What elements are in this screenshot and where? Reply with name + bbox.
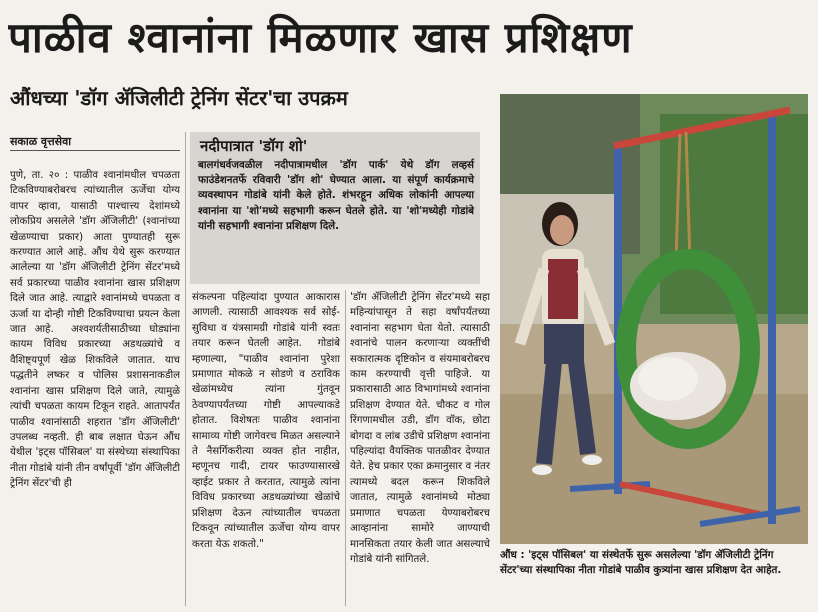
- column-separator: [185, 132, 186, 606]
- article-column-3: 'डॉग ॲजिलीटी ट्रेनिंग सेंटर'मध्ये सहा महिन्यांपासून ते सहा वर्षांपर्यंतच्या श्वानांना सहभाग घेता येतो. त्यासाठी श्वानांचे पालन करणाऱ्या व्यक्तींची सकारात्मक दृष्टिकोन व संयमाबरोबरच काम करण्याची वृत्ती पाहिजे. या प्रकारासाठी आठ विभागांमध्ये श्वानांना प्रशिक्षण देण्यात येते. चौकट व गोल रिंगणामधील उडी, डॉग वॉक, छोटा बोगदा व लांब उडीचे प्रशिक्षण श्वानांना पहिल्यांदा वैयक्तिक पातळीवर देण्यात येते. हेच प्रकार एका क्रमानुसार व नंतर त्यामध्ये बदल करून शिकविले जातात, त्यामुळे श्वानांमध्ये मोठ्या प्रमाणात चपळता येण्याबरोबरच आव्हानांना सामोरे जाण्याची मानसिकता तयार केली जात असल्याचे गोडांबे यांनी सांगितले.: [350, 292, 490, 565]
- article-column-1: पुणे, ता. २० : पाळीव श्वानांमधील चपळता टिकविण्याबरोबरच त्यांच्यातील ऊर्जेचा योग्य वापर व्हावा, यासाठी पाश्चात्त्य देशांमध्ये लोकप्रिय असलेले 'डॉग ॲजिलीटी' (श्वानांच्या खेळण्याचा प्रकार) आता पुण्यातही सुरू करण्यात आले आहे. औंध येथे सुरू करण्यात आलेल्या या 'डॉग ॲजिलीटी ट्रेनिंग सेंटर'मध्ये सर्व प्रकारच्या पाळीव श्वानांना खास प्रशिक्षण दिले जात आहे. त्याद्वारे श्वानांमध्ये चपळता व ऊर्जा या दोन्ही गोष्टी टिकविण्याचा प्रयत्न केला जात आहे. अश्वशर्यतीसाठीच्या घोड्यांना कायम विविध प्रकारच्या अडथळ्यांचे व वैशिष्ट्यपूर्ण खेळ शिकविले जातात. याच पद्धतीने लष्कर व पोलिस प्रशासनाकडील श्वानांना खास प्रशिक्षण दिले जाते, त्यामुळे त्यांची चपळता कायम टिकून राहते. आतापर्यंत पाळीव श्वानांसाठी शहरात 'डॉग ॲजिलीटी' उपलब्ध नव्हती. ही बाब लक्षात घेऊन औंध येथील 'इट्स पॉसिबल' या संस्थेच्या संस्थापिका नीता गोडांबे यांनी तीन वर्षांपूर्वी 'डॉग ॲजिलीटी ट्रेनिंग सेंटर'ची ही: [10, 170, 180, 490]
- article-column-2: संकल्पना पहिल्यांदा पुण्यात आकारास आणली. त्यासाठी आवश्यक सर्व सोई-सुविधा व यंत्रसामग्री गोडांबे यांनी स्वतः तयार करून घेतली आहेत. गोडांबे म्हणाल्या, "पाळीव श्वानांना पुरेशा प्रमाणात मोकळे न सोडणे व ठराविक खेळांमध्येच त्यांना गुंतवून ठेवण्यापर्यंतच्या गोष्टी आपल्याकडे होतात. विशेषतः पाळीव श्वानांना सामाव्य गोष्टी जागेवरच मिळत असल्याने ते नैसर्गिकरीत्या व्यक्त होत नाहीत, म्हणूनच गादी, टायर फाउण्यासारखे व्हाईट प्रकार ते करतात, त्यामुळे त्यांना विविध प्रकारच्या अडथळ्यांच्या खेळांचे प्रशिक्षण देऊन त्यांच्यातील चपळता टिकवून त्यांच्यातील ऊर्जेचा योग्य वापर करता येऊ शकतो.": [192, 292, 340, 550]
- headline: पाळीव श्वानांना मिळणार खास प्रशिक्षण: [8, 13, 633, 62]
- photo-dog-agility-trainer: [500, 94, 808, 544]
- column-separator: [345, 290, 346, 606]
- photo-caption: औंध : 'इट्स पॉसिबल' या संस्थेतर्फे सुरू असलेल्या 'डॉग ॲजिलीटी ट्रेनिंग सेंटर'च्या संस्थापिका नीता गोडांबे पाळीव कुत्र्यांना खास प्रशिक्षण देत आहेत.: [500, 549, 782, 576]
- byline: सकाळ वृत्तसेवा: [10, 135, 72, 148]
- sidebar-heading: नदीपात्रात 'डॉग शो': [200, 137, 308, 155]
- news-photo: [500, 94, 808, 544]
- sidebar-body: बालगंधर्वजवळील नदीपात्रामधील 'डॉग पार्क' येथे डॉग लव्हर्स फाउंडेशनतर्फे रविवारी 'डॉग शो' घेण्यात आला. या संपूर्ण कार्यक्रमाचे व्यवस्थापन गोडांबे यांनी केले होते. शंभरहून अधिक लोकांनी आपल्या श्वानांना या 'शो'मध्ये सहभागी करून घेतले होते. या 'शो'मध्येही गोडांबे यांनी सहभागी श्वानांना प्रशिक्षण दिले.: [198, 159, 474, 232]
- subheadline: औंधच्या 'डॉग ॲजिलीटी ट्रेनिंग सेंटर'चा उपक्रम: [10, 86, 348, 110]
- byline-rule: [10, 150, 180, 151]
